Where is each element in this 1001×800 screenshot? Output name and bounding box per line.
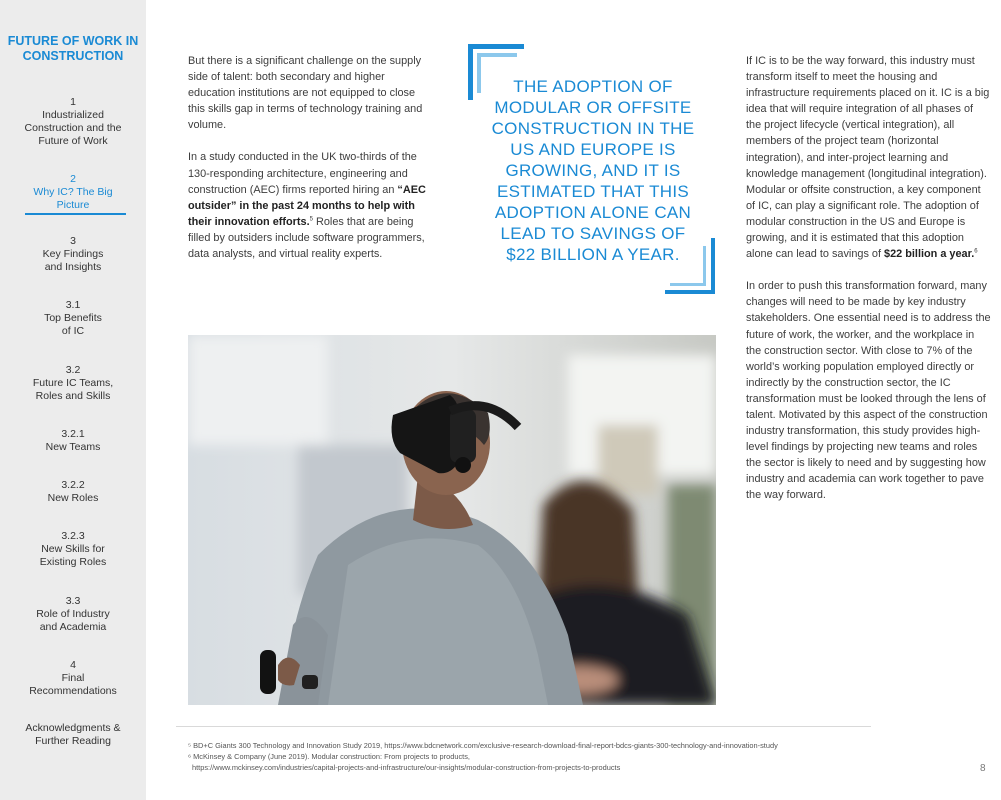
footnote-6: ⁶ McKinsey & Company (June 2019). Modular construction: From projects to products, <box>188 752 470 761</box>
nav-item-label: Acknowledgments & Further Reading <box>25 722 121 747</box>
nav-item-number: 3.2 <box>65 364 81 376</box>
bold-emphasis: “AEC outsider” in the past 24 months to help with their innovation efforts. <box>188 183 426 228</box>
paragraph <box>746 53 991 262</box>
nav-item-number: 3.2.2 <box>61 479 85 491</box>
footnote-6-url: https://www.mckinsey.com/industries/capital-projects-and-infrastructure/our-insights/modular-construction-from-projects-to-products <box>192 763 621 772</box>
quote-bracket-decoration <box>477 53 517 57</box>
nav-item-number: 2 <box>70 173 76 185</box>
nav-item-label: New Roles <box>47 492 99 504</box>
nav-item-number: 3.3 <box>65 595 81 607</box>
nav-item-number: 3.2.1 <box>61 428 85 440</box>
page-number: 8 <box>980 763 986 774</box>
nav-item-label: Why IC? The Big Picture <box>33 186 113 211</box>
nav-item-number: 3.2.3 <box>61 530 85 542</box>
nav-item-number: 3 <box>70 235 76 247</box>
nav-item-label: New Teams <box>45 441 101 453</box>
pull-quote-text: THE ADOPTION OF MODULAR OR OFFSITE CONSTRUCTION IN THE US AND EUROPE IS GROWING, AND IT IS ESTIMATED THAT THIS ADOPTION ALONE CAN LEAD TO SAVINGS OF $22 BILLION A YEAR. <box>491 77 695 264</box>
quote-bracket-decoration <box>703 246 706 286</box>
bold-emphasis: $22 billion a year. <box>884 248 975 261</box>
quote-bracket-decoration <box>665 290 715 294</box>
nav-item-acknowledgments[interactable] <box>0 722 146 748</box>
quote-bracket-decoration <box>468 44 524 49</box>
paragraph: But there is a significant challenge on the supply side of talent: both secondary and higher education institutions are not equipped to close this skills gap in terms of technology training and volume. <box>188 55 423 132</box>
nav-item-label: New Skills for Existing Roles <box>39 543 107 568</box>
sidebar-nav <box>0 0 146 800</box>
sidebar-title: FUTURE OF WORK IN CONSTRUCTION <box>7 34 139 63</box>
nav-item-why-ic[interactable] <box>0 173 146 212</box>
paragraph-text: If IC is to be the way forward, this industry must transform itself to meet the housing and infrastructure requirements placed on it. IC is a big idea that will require integration of all phases of the project lifecycle (vertical integration), all members of the project team (horizontal integration), and inter-project learning and knowledge management (longitudinal integration). Modular or offsite construction, a key component of IC, can play a significant role. The adoption of modular construction in the US and Europe is growing, and it is estimated that this adoption alone can lead to savings of <box>746 55 990 261</box>
quote-bracket-decoration <box>477 53 481 93</box>
paragraph-text: In a study conducted in the UK two-thirds of the 130-responding architecture, engineering and construction (AEC) firms reported hiring an <box>188 151 417 196</box>
nav-item-label: Top Benefits of IC <box>44 312 102 337</box>
nav-item-future-ic-teams[interactable] <box>0 364 146 403</box>
nav-item-top-benefits[interactable] <box>0 299 146 338</box>
paragraph: In order to push this transformation forward, many changes will need to be made by key industry stakeholders. One essential need is to address the future of work, the worker, and the workplace in the construction sector. With close to 7% of the world’s working population employed directly or indirectly by the construction sector, the IC transformation must be looked through the lens of talent. Motivated by this aspect of the construction industry transformation, this study provides high-level findings by projecting new teams and roles the sector is likely to need and by suggesting how industry and academia can work together to pave the way forward. <box>746 280 991 502</box>
nav-item-number: 4 <box>70 659 76 671</box>
nav-item-label: Future IC Teams, Roles and Skills <box>32 377 114 402</box>
nav-item-label: Key Findings and Insights <box>42 248 104 273</box>
nav-item-label: Industrialized Construction and the Future of Work <box>24 109 122 147</box>
footnote-ref: 6 <box>974 248 978 255</box>
nav-item-new-teams[interactable] <box>0 428 146 454</box>
nav-item-role-industry-academia[interactable] <box>0 595 146 634</box>
photo-illustration <box>188 335 716 705</box>
nav-item-label: Final Recommendations <box>29 672 117 697</box>
nav-item-new-roles[interactable] <box>0 479 146 505</box>
nav-item-key-findings[interactable] <box>0 235 146 274</box>
paragraph <box>188 149 433 262</box>
right-text-column <box>746 53 991 520</box>
pull-quote <box>468 44 718 294</box>
quote-bracket-decoration <box>670 283 706 286</box>
footnote-5: ⁵ BD+C Giants 300 Technology and Innovation Study 2019, https://www.bdcnetwork.com/exclusive-research-download-final-report-bdcs-giants-300-technology-and-innovation-study <box>188 741 778 750</box>
nav-item-number: 1 <box>70 96 76 108</box>
nav-item-label: Role of Industry and Academia <box>36 608 110 633</box>
nav-item-number: 3.1 <box>65 299 81 311</box>
nav-item-industrialized-construction[interactable] <box>0 96 146 148</box>
vr-headset-photo <box>188 335 716 705</box>
paragraph-text: Roles that are being filled by outsiders include software programmers, data analysts, and virtual reality experts. <box>188 215 425 261</box>
footnote-divider <box>176 726 871 727</box>
nav-item-final-recommendations[interactable] <box>0 659 146 698</box>
left-text-column <box>188 53 433 278</box>
quote-bracket-decoration <box>468 44 473 100</box>
footnotes <box>188 740 888 773</box>
nav-item-new-skills[interactable] <box>0 530 146 569</box>
active-nav-underline <box>25 213 126 215</box>
footnote-ref: 5 <box>309 216 313 223</box>
quote-bracket-decoration <box>711 238 715 294</box>
